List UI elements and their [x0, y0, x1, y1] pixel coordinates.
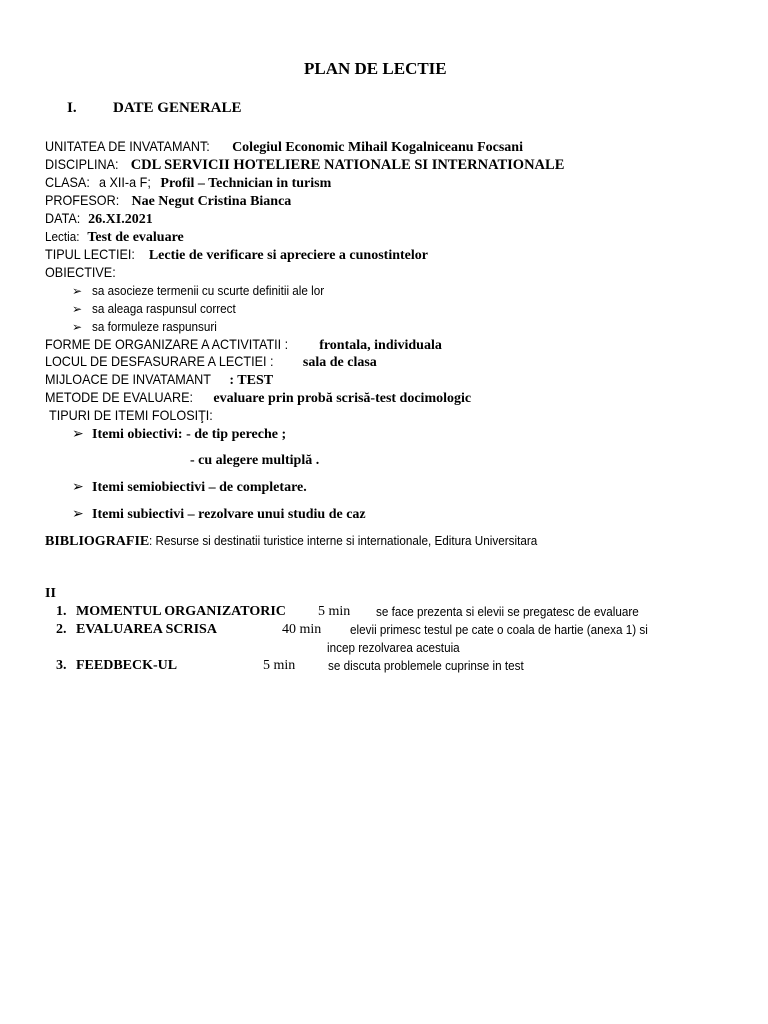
bibliografie: [45, 532, 581, 550]
field-forme: [45, 336, 442, 354]
list-item: [72, 478, 307, 496]
objective-text: sa asocieze termenii cu scurte definitii ale lor: [92, 283, 325, 298]
field-label: TIPUL LECTIEI:: [45, 246, 135, 262]
step-desc-continued: incep rezolvarea acestuia: [327, 640, 460, 655]
arrow-bullet-icon: ➢: [72, 302, 83, 316]
list-item: [72, 300, 252, 318]
page-title: PLAN DE LECTIE: [304, 59, 447, 78]
arrow-bullet-icon: ➢: [72, 480, 84, 495]
field-label: PROFESOR:: [45, 192, 120, 208]
field-value: Colegiul Economic Mihail Kogalniceanu Focsani: [232, 140, 523, 155]
item-type-text: Itemi subiectivi – rezolvare unui studiu de caz: [92, 507, 366, 522]
step-name: FEEDBECK-UL: [76, 658, 178, 673]
field-lectia: [45, 228, 184, 246]
arrow-bullet-icon: ➢: [72, 284, 83, 298]
field-value: Test de evaluare: [87, 230, 184, 245]
section-1-number: I.: [67, 100, 77, 116]
field-data: [45, 210, 153, 228]
field-profesor: [45, 192, 291, 210]
field-value: CDL SERVICII HOTELIERE NATIONALE SI INTERNATIONALE: [130, 157, 565, 173]
field-tipul: [45, 246, 428, 264]
step-number: 3.: [56, 658, 67, 673]
step-number: 2.: [56, 622, 67, 637]
step-time: 5 min: [263, 658, 296, 673]
field-unitatea: [45, 138, 523, 156]
field-metode: [45, 389, 471, 407]
item-type-text: Itemi obiectivi: - de tip pereche ;: [92, 427, 287, 442]
step-time: 40 min: [282, 622, 322, 637]
bibliografie-value: : Resurse si destinatii turistice interne si internationale, Editura Universitara: [149, 533, 538, 548]
field-label: UNITATEA DE INVATAMANT:: [45, 138, 210, 154]
step-number: 1.: [56, 604, 67, 619]
section-2-number: II: [45, 586, 56, 601]
list-item: [72, 282, 350, 300]
list-item: [72, 505, 366, 523]
field-value: : TEST: [229, 373, 274, 388]
field-value: 26.XI.2021: [88, 212, 153, 227]
field-label: TIPURI DE ITEMI FOLOSIŢI:: [49, 407, 213, 423]
field-mijloace: [45, 371, 273, 389]
arrow-bullet-icon: ➢: [72, 320, 83, 334]
section-1-heading: DATE GENERALE: [113, 100, 242, 116]
item-type-text: - cu alegere multiplă .: [190, 453, 320, 468]
field-value: sala de clasa: [302, 355, 377, 370]
field-clasa: [45, 174, 331, 192]
field-label: CLASA:: [45, 174, 90, 190]
bibliografie-label: BIBLIOGRAFIE: [45, 534, 150, 549]
field-locul: [45, 353, 377, 371]
field-label: LOCUL DE DESFASURARE A LECTIEI :: [45, 353, 274, 369]
list-item: [72, 425, 286, 443]
field-label: Lectia:: [45, 229, 80, 244]
step-name: EVALUAREA SCRISA: [76, 622, 217, 637]
field-tipuri: [49, 407, 231, 424]
arrow-bullet-icon: ➢: [72, 427, 84, 442]
item-type-text: Itemi semiobiectivi – de completare.: [92, 480, 307, 495]
field-value: a XII-a F;: [98, 174, 151, 190]
field-value: Nae Negut Cristina Bianca: [131, 194, 292, 209]
field-label: FORME DE ORGANIZARE A ACTIVITATII :: [45, 336, 289, 352]
field-label: METODE DE EVALUARE:: [45, 389, 193, 405]
field-value: frontala, individuala: [319, 338, 442, 353]
step-name: MOMENTUL ORGANIZATORIC: [76, 604, 286, 619]
step-desc: se face prezenta si elevii se pregatesc de evaluare: [376, 604, 639, 619]
field-value: evaluare prin probă scrisă-test docimologic: [213, 391, 472, 406]
field-obiective: [45, 264, 124, 281]
field-label: DISCIPLINA:: [45, 156, 119, 172]
field-label: OBIECTIVE:: [45, 264, 116, 280]
step-time: 5 min: [318, 604, 351, 619]
arrow-bullet-icon: ➢: [72, 507, 84, 522]
field-value: Lectie de verificare si apreciere a cunostintelor: [148, 248, 428, 263]
field-disciplina: [45, 156, 564, 174]
field-label: DATA:: [45, 210, 81, 226]
list-item: [72, 318, 231, 336]
objective-text: sa aleaga raspunsul correct: [92, 301, 236, 316]
field-label: MIJLOACE DE INVATAMANT: [45, 371, 211, 387]
step-desc: elevii primesc testul pe cate o coala de hartie (anexa 1) si: [350, 622, 648, 637]
field-profil: Profil – Technician in turism: [160, 176, 332, 191]
step-desc: se discuta problemele cuprinse in test: [328, 658, 524, 673]
objective-text: sa formuleze raspunsuri: [92, 319, 217, 334]
